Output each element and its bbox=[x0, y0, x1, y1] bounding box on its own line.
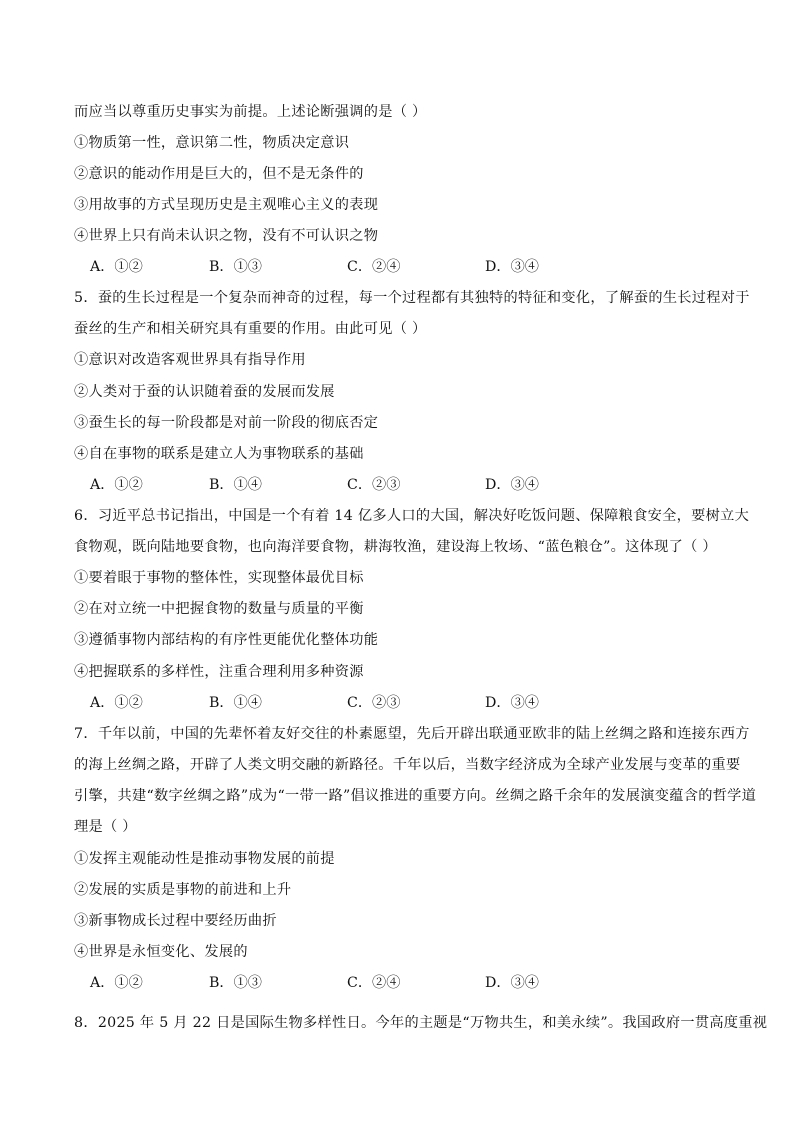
q7-option-c: C．②④ bbox=[347, 975, 401, 991]
q7-item-4: ④世界是永恒变化、发展的 bbox=[74, 944, 248, 960]
q8-stem-line-1: 8．2025 年 5 月 22 日是国际生物多样性日。今年的主题是“万物共生，和美永续”。我国政府一贯高度重视 bbox=[74, 1015, 768, 1031]
q4-stem-end: 而应当以尊重历史事实为前提。上述论断强调的是（ ） bbox=[74, 104, 427, 120]
q4-option-b: B．①③ bbox=[209, 259, 262, 275]
q7-item-2: ②发展的实质是事物的前进和上升 bbox=[74, 882, 292, 898]
q6-item-4: ④把握联系的多样性，注重合理利用多种资源 bbox=[74, 664, 364, 680]
q4-option-d: D．③④ bbox=[485, 259, 539, 275]
q6-stem-line-2: 食物观，既向陆地要食物，也向海洋要食物，耕海牧渔，建设海上牧场、“蓝色粮仓”。这体现了（ ） bbox=[74, 539, 717, 555]
q5-option-b: B．①④ bbox=[209, 477, 262, 493]
q4-option-a: A．①② bbox=[90, 259, 143, 275]
q6-option-d: D．③④ bbox=[485, 695, 539, 711]
q6-item-2: ②在对立统一中把握食物的数量与质量的平衡 bbox=[74, 601, 364, 617]
q5-item-4: ④自在事物的联系是建立人为事物联系的基础 bbox=[74, 446, 364, 462]
q5-item-2: ②人类对于蚕的认识随着蚕的发展而发展 bbox=[74, 384, 335, 400]
q5-item-3: ③蚕生长的每一阶段都是对前一阶段的彻底否定 bbox=[74, 415, 379, 431]
q4-item-1: ①物质第一性，意识第二性，物质决定意识 bbox=[74, 135, 350, 151]
q7-option-a: A．①② bbox=[90, 975, 143, 991]
q5-item-1: ①意识对改造客观世界具有指导作用 bbox=[74, 352, 306, 368]
q5-option-c: C．②③ bbox=[347, 477, 401, 493]
q7-item-3: ③新事物成长过程中要经历曲折 bbox=[74, 913, 277, 929]
q5-stem-line-2: 蚕丝的生产和相关研究具有重要的作用。由此可见（ ） bbox=[74, 321, 427, 337]
q4-option-c: C．②④ bbox=[347, 259, 401, 275]
q6-option-a: A．①② bbox=[90, 695, 143, 711]
q4-item-2: ②意识的能动作用是巨大的，但不是无条件的 bbox=[74, 166, 364, 182]
q7-stem-line-2: 的海上丝绸之路，开辟了人类文明交融的新路径。千年以后，当数字经济成为全球产业发展与变革的重要 bbox=[74, 757, 741, 773]
q4-item-4: ④世界上只有尚未认识之物，没有不可认识之物 bbox=[74, 228, 379, 244]
q6-option-b: B．①④ bbox=[209, 695, 262, 711]
q7-stem-line-1: 7．千年以前，中国的先辈怀着友好交往的朴素愿望，先后开辟出联通亚欧非的陆上丝绸之路和连接东西方 bbox=[74, 726, 750, 742]
q4-item-3: ③用故事的方式呈现历史是主观唯心主义的表现 bbox=[74, 197, 379, 213]
q7-option-d: D．③④ bbox=[485, 975, 539, 991]
q5-option-d: D．③④ bbox=[485, 477, 539, 493]
q7-option-b: B．①③ bbox=[209, 975, 262, 991]
q5-stem-line-1: 5．蚕的生长过程是一个复杂而神奇的过程，每一个过程都有其独特的特征和变化，了解蚕的生长过程对于 bbox=[74, 290, 750, 306]
q7-stem-line-4: 理是（ ） bbox=[74, 819, 137, 835]
q5-option-a: A．①② bbox=[90, 477, 143, 493]
q7-stem-line-3: 引擎，共建“数字丝绸之路”成为“一带一路”倡议推进的重要方向。丝绸之路千余年的发展演变蕴含的哲学道 bbox=[74, 788, 757, 804]
q7-item-1: ①发挥主观能动性是推动事物发展的前提 bbox=[74, 851, 335, 867]
q6-stem-line-1: 6．习近平总书记指出，中国是一个有着 14 亿多人口的大国，解决好吃饭问题、保障粮食安全，要树立大 bbox=[74, 508, 750, 524]
q6-option-c: C．②③ bbox=[347, 695, 401, 711]
q6-item-3: ③遵循事物内部结构的有序性更能优化整体功能 bbox=[74, 632, 379, 648]
q6-item-1: ①要着眼于事物的整体性，实现整体最优目标 bbox=[74, 570, 364, 586]
